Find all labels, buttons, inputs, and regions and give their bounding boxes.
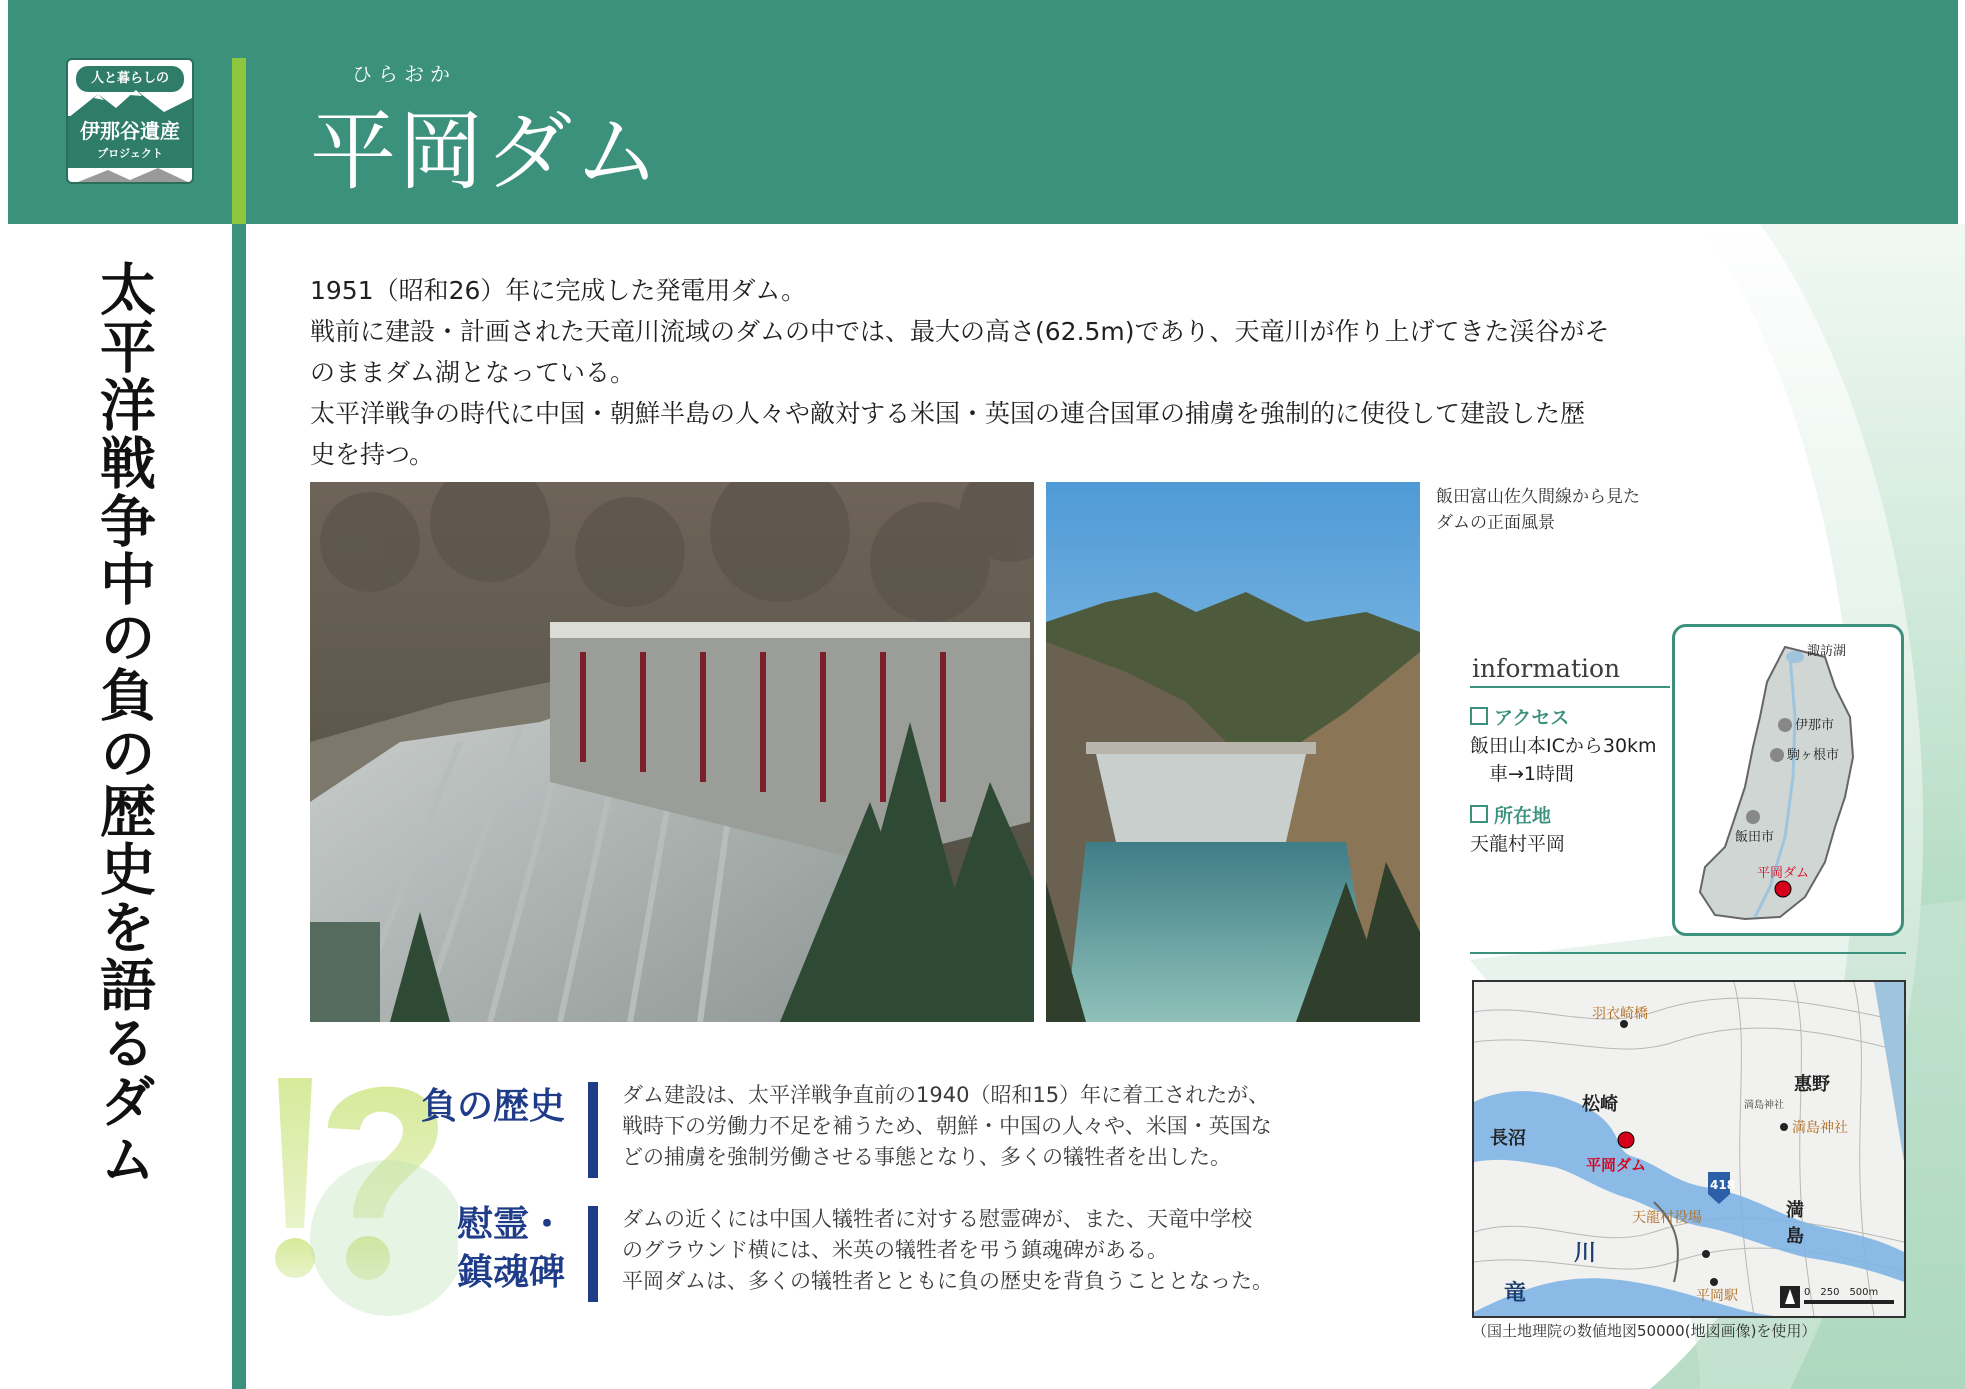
caption-line: ダムの正面風景 [1436, 513, 1555, 533]
section-divider [1470, 952, 1906, 954]
map-scale: 0 250 500m [1804, 1287, 1879, 1298]
checkbox-square-icon [1470, 707, 1488, 725]
access-block [1470, 704, 1657, 788]
memorial-heading-line: 慰霊・ [456, 1203, 565, 1245]
information-heading: information [1472, 654, 1621, 683]
negative-history-text [622, 1080, 1342, 1173]
title-ruby: ひらおか [352, 62, 456, 86]
map-label-bridge: 羽衣崎橋 [1592, 1006, 1648, 1022]
access-label-text: アクセス [1494, 707, 1570, 729]
accent-bar [232, 58, 246, 224]
heading-accent-bar [588, 1206, 598, 1302]
north-arrow-icon [1780, 1286, 1800, 1308]
map-label-lake: 諏訪湖 [1807, 644, 1847, 659]
route-number: 418 [1710, 1178, 1736, 1192]
logo-bottom-mountain-icon [68, 168, 192, 184]
memorial-heading-line: 鎮魂碑 [456, 1251, 565, 1293]
location-label-text: 所在地 [1494, 805, 1552, 827]
map-label-village-office: 天龍村役場 [1632, 1210, 1702, 1226]
map-label-nagasawa: 長沼 [1490, 1128, 1526, 1149]
intro-line: 戦前に建設・計画された天竜川流域のダムの中では、最大の高さ(62.5m)であり、天竜川が作り上げてきた渓谷がそ [310, 317, 1610, 346]
topographic-map [1472, 980, 1906, 1318]
map-label-matsuzaki: 松崎 [1582, 1094, 1618, 1115]
map-label-dam: 平岡ダム [1586, 1156, 1647, 1174]
map-label-mitsu: 満 [1786, 1200, 1804, 1221]
logo-main [68, 116, 192, 168]
memorial-line: 平岡ダムは、多くの犠牲者とともに負の歴史を背負うこととなった。 [622, 1269, 1273, 1293]
vertical-subtitle: 太平洋戦争中の負の歴史を語るダム [91, 260, 157, 1188]
memorial-line: のグラウンド横には、米英の犠牲者を弔う鎮魂碑がある。 [622, 1238, 1168, 1262]
header-band [8, 0, 1958, 224]
map-label-city1: 伊那市 [1795, 718, 1835, 733]
intro-line: 史を持つ。 [310, 440, 435, 469]
intro-text [310, 270, 1730, 475]
checkbox-square-icon [1470, 805, 1488, 823]
region-map [1672, 624, 1904, 936]
map-caption: （国土地理院の数値地図50000(地図画像)を使用） [1472, 1322, 1817, 1340]
map-label-shima: 島 [1786, 1226, 1804, 1247]
location-label [1470, 802, 1565, 830]
logo-main-text: 伊那谷遺産 [80, 119, 180, 143]
intro-line: 太平洋戦争の時代に中国・朝鮮半島の人々や敵対する米国・英国の連合国軍の捕虜を強制的に使役して建設した歴 [310, 399, 1586, 428]
map-label-city3: 飯田市 [1735, 830, 1775, 845]
mountain-icon [68, 88, 192, 118]
ina-valley-heritage-logo [66, 58, 194, 184]
logo-sub-text: プロジェクト [97, 147, 163, 160]
map-label-shrine-small: 満島神社 [1744, 1100, 1784, 1111]
location-block [1470, 802, 1565, 858]
memorial-text [622, 1204, 1342, 1297]
dam-photo-front [310, 482, 1034, 1022]
caption-line: 飯田富山佐久間線から見た [1436, 487, 1640, 507]
access-line: 車→1時間 [1470, 763, 1575, 785]
location-value: 天龍村平岡 [1470, 833, 1566, 855]
intro-line: のままダム湖となっている。 [310, 358, 636, 387]
logo-top-text: 人と暮らしの [76, 66, 184, 92]
map-label-dam: 平岡ダム [1757, 866, 1810, 881]
map-label-shrine: 満島神社 [1792, 1120, 1848, 1136]
map-label-tomino: 惠野 [1794, 1074, 1830, 1095]
information-rule [1470, 686, 1670, 688]
map-label-river: 川 [1574, 1241, 1597, 1266]
memorial-heading [400, 1200, 565, 1296]
left-vertical-bar [232, 224, 246, 1389]
photo-caption [1436, 484, 1676, 536]
intro-line: 1951（昭和26）年に完成した発電用ダム。 [310, 276, 807, 305]
negative-history-line: どの捕虜を強制労働させる事態となり、多くの犠牲者を出した。 [622, 1145, 1231, 1169]
heading-accent-bar [588, 1082, 598, 1178]
negative-history-line: ダム建設は、太平洋戦争直前の1940（昭和15）年に着工されたが、 [622, 1083, 1270, 1107]
dam-photo-landscape [1046, 482, 1420, 1022]
access-label [1470, 704, 1657, 732]
map-label-station: 平岡駅 [1696, 1288, 1738, 1304]
negative-history-line: 戦時下の労働力不足を補うため、朝鮮・中国の人々や、米国・英国な [622, 1114, 1272, 1138]
map-label-city2: 駒ヶ根市 [1787, 748, 1840, 763]
access-line: 飯田山本ICから30km [1470, 735, 1657, 757]
page-title: 平岡ダム [310, 102, 662, 202]
negative-history-heading: 負の歴史 [420, 1085, 565, 1127]
map-label-ten: 竜 [1504, 1281, 1527, 1306]
memorial-line: ダムの近くには中国人犠牲者に対する慰霊碑が、また、天竜中学校 [622, 1207, 1252, 1231]
